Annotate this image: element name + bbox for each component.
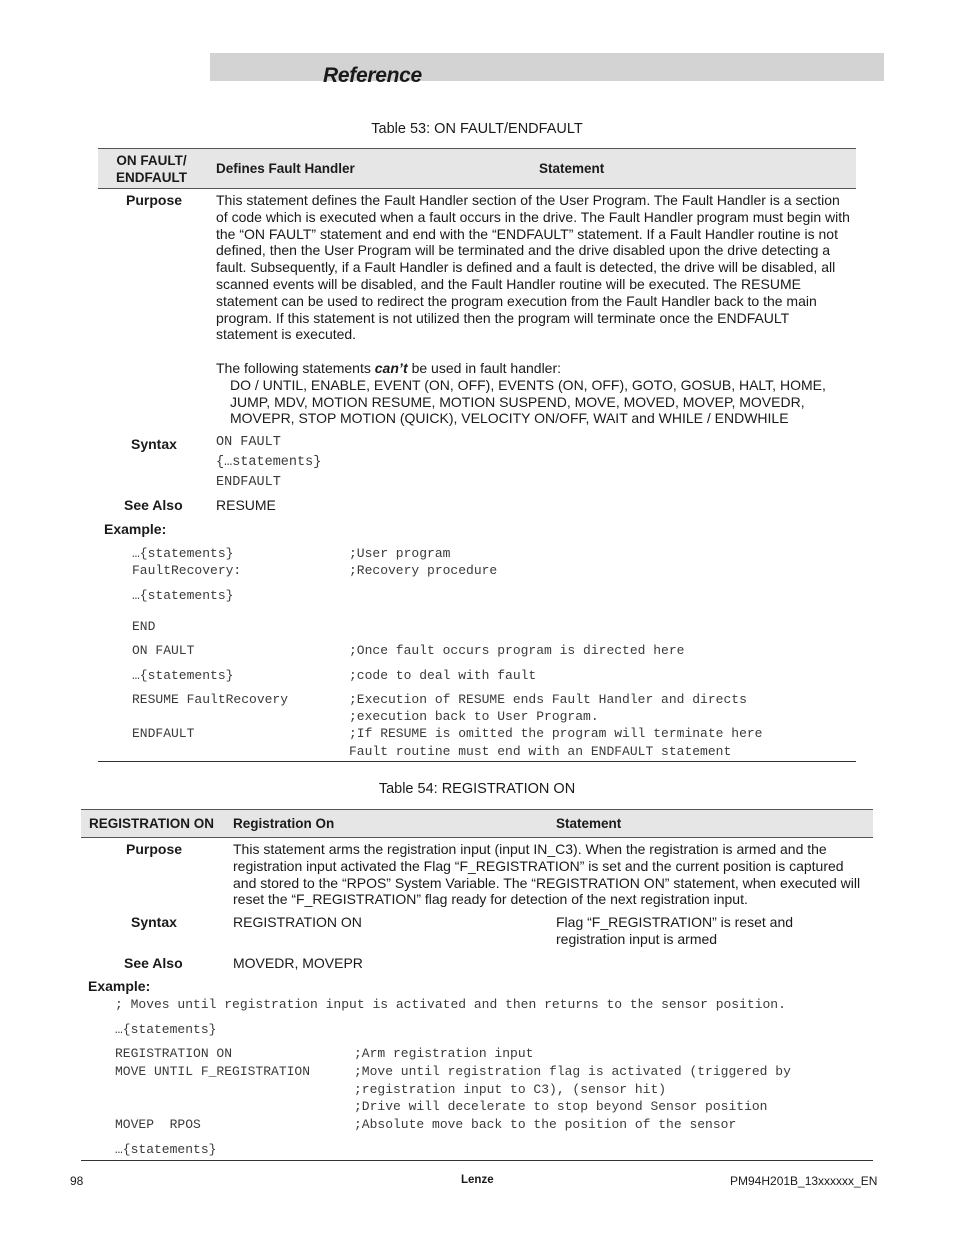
- cant-pre: The following statements: [216, 359, 375, 376]
- purpose-text: This statement arms the registration input (input IN_C3). When the registration is armed and the registration input activated the Flag “F_REGISTRATION” is set and the current position is captured and stored to the “RPOS” System Variable. The “REGISTRATION ON” statement, when executed will reset the “F_REGISTRATION” flag ready for detection of the next registration input.: [233, 841, 861, 908]
- code-left: …{statements}: [115, 1142, 217, 1157]
- code-comment: ;Move until registration flag is activated (triggered by: [354, 1064, 791, 1079]
- seealso-text: RESUME: [216, 497, 276, 513]
- purpose-label: Purpose: [126, 192, 183, 208]
- syntax-line: ON FAULT: [216, 435, 281, 450]
- code-left: ON FAULT: [132, 643, 195, 658]
- table53-col2: Defines Fault Handler: [216, 161, 355, 176]
- code-left: MOVE UNTIL F_REGISTRATION: [115, 1064, 311, 1079]
- table54-caption: Table 54: REGISTRATION ON: [378, 781, 576, 797]
- seealso-text: MOVEDR, MOVEPR: [233, 955, 363, 971]
- code-comment: ;code to deal with fault: [349, 668, 537, 683]
- code-left: ENDFAULT: [132, 726, 195, 741]
- document-id: PM94H201B_13xxxxxx_EN: [730, 1174, 878, 1188]
- syntax-note: Flag “F_REGISTRATION” is reset and registration input is armed: [556, 914, 794, 947]
- purpose-paragraph: This statement defines the Fault Handler section of the User Program. The Fault Handler is a section of code which is executed when a fault occurs in the drive. The Fault Handler program must begin with the “ON FAULT” statement and end with the “ENDFAULT” statement. If a Fault Handler routine is not defined, then the User Program will be terminated and the drive disabled upon the drive detecting a fault. Subsequently, if a Fault Handler is defined and a fault is detected, the drive will be disabled, all scanned events will be disabled, and the Fault Handler routine will be executed. The RESUME statement can be used to redirect the program execution from the Fault Handler back to the main program. If this statement is not utilized then the program will terminate once the ENDFAULT statement is executed.: [216, 192, 850, 343]
- syntax-line: ENDFAULT: [216, 475, 281, 490]
- code-left: …{statements}: [132, 546, 234, 561]
- purpose-text: [216, 192, 852, 427]
- cant-post: be used in fault handler:: [407, 359, 562, 376]
- table53-col3: Statement: [539, 161, 605, 176]
- page-number: 98: [70, 1174, 84, 1188]
- syntax-code: [216, 433, 321, 493]
- table53-header: [98, 148, 856, 189]
- seealso-label: See Also: [124, 955, 183, 971]
- cant-intro: [216, 360, 852, 377]
- brand-logo: Lenze: [461, 1174, 494, 1186]
- code-comment: ;User program: [349, 546, 451, 561]
- header-bar: [210, 53, 884, 81]
- table54-col3: Statement: [556, 816, 622, 831]
- code-comment: ;Absolute move back to the position of the sensor: [354, 1117, 737, 1132]
- code-comment: ;If RESUME is omitted the program will terminate here: [349, 726, 763, 741]
- code-comment: ;Once fault occurs program is directed here: [349, 643, 685, 658]
- code-left: RESUME FaultRecovery: [132, 692, 289, 707]
- code-left: …{statements}: [132, 588, 234, 603]
- table53-bottom-rule: [98, 761, 856, 762]
- code-comment: ;Drive will decelerate to stop beyond Sensor position: [354, 1099, 768, 1114]
- example-label: Example:: [88, 978, 151, 994]
- table54-bottom-rule: [81, 1160, 873, 1161]
- code-comment: ;Execution of RESUME ends Fault Handler and directs: [349, 692, 747, 707]
- code-comment: ;registration input to C3), (sensor hit): [354, 1082, 667, 1097]
- table54-col1: REGISTRATION ON: [89, 816, 215, 831]
- code-comment: ; Moves until registration input is activated and then returns to the sensor position.: [115, 997, 786, 1012]
- code-left: …{statements}: [132, 668, 234, 683]
- code-left: …{statements}: [115, 1022, 217, 1037]
- table53-col1-line2: ENDFAULT: [116, 170, 187, 185]
- syntax-label: Syntax: [131, 436, 177, 452]
- code-comment: Fault routine must end with an ENDFAULT statement: [349, 744, 732, 759]
- syntax-label: Syntax: [131, 914, 177, 930]
- code-comment: ;execution back to User Program.: [349, 709, 599, 724]
- purpose-label: Purpose: [126, 841, 183, 857]
- code-left: REGISTRATION ON: [115, 1046, 233, 1061]
- code-left: MOVEP RPOS: [115, 1117, 201, 1132]
- table54-col2: Registration On: [233, 816, 335, 831]
- code-left: END: [132, 619, 156, 634]
- seealso-label: See Also: [124, 497, 183, 513]
- code-left: FaultRecovery:: [132, 563, 242, 578]
- example-label: Example:: [104, 521, 167, 537]
- syntax-line: {…statements}: [216, 455, 322, 470]
- code-comment: ;Arm registration input: [354, 1046, 534, 1061]
- code-comment: ;Recovery procedure: [349, 563, 498, 578]
- table53-col1-line1: ON FAULT/: [116, 153, 187, 168]
- syntax-text: REGISTRATION ON: [233, 914, 362, 930]
- table53-caption: Table 53: ON FAULT/ENDFAULT: [371, 121, 583, 137]
- table54-header: [81, 809, 873, 838]
- cant-emphasis: can’t: [374, 359, 408, 376]
- cant-list: DO / UNTIL, ENABLE, EVENT (ON, OFF), EVENTS (ON, OFF), GOTO, GOSUB, HALT, HOME, JUMP, MDV, MOTION RESUME, MOTION SUSPEND, MOVE, MOVED, MOVEP, MOVEDR, MOVEPR, STOP MOTION (QUICK), VELOCITY ON/OFF, WAIT and WHILE / ENDWHILE: [230, 376, 826, 427]
- section-title: Reference: [323, 64, 422, 87]
